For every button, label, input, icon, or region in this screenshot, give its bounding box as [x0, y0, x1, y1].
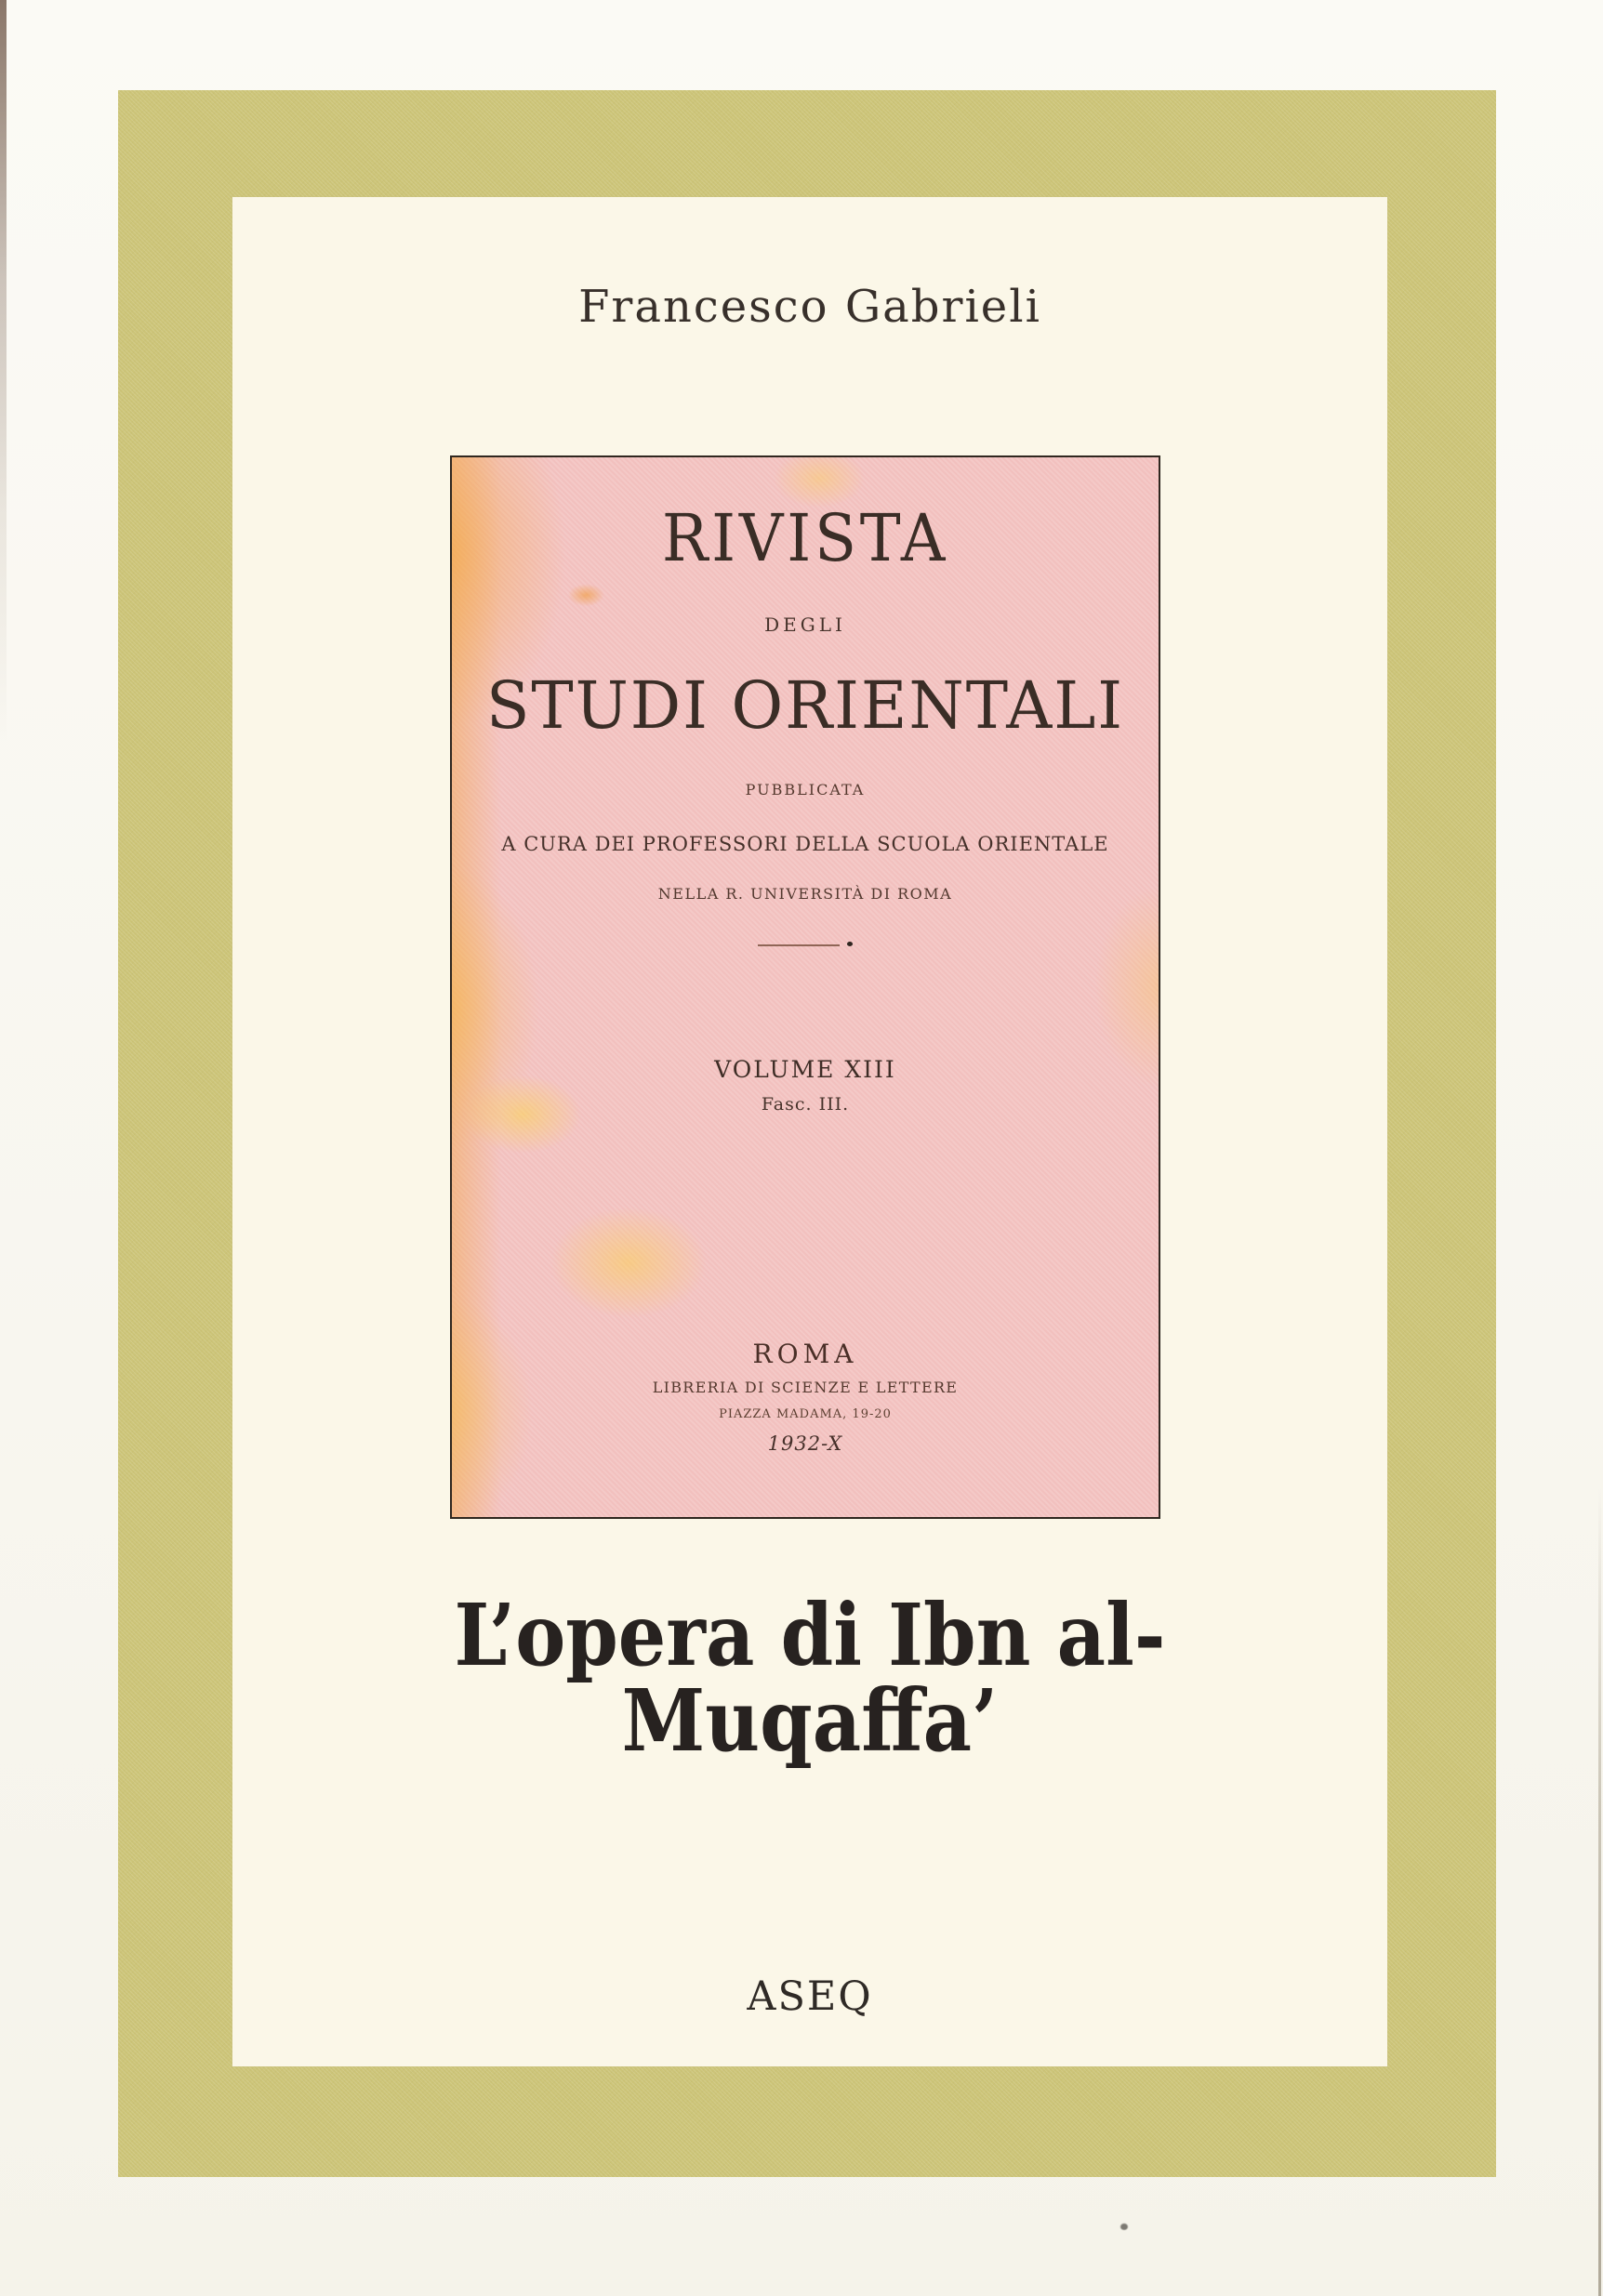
author-name: Francesco Gabrieli [578, 281, 1041, 333]
journal-masthead-line2: DEGLI [764, 614, 846, 636]
cover-inner-panel [232, 197, 1387, 2066]
scan-edge-artifact-left [0, 0, 7, 930]
journal-address-line: PIAZZA MADAMA, 19-20 [719, 1407, 892, 1421]
journal-university-line: NELLA R. UNIVERSITÀ DI ROMA [657, 885, 953, 903]
journal-volume-line: VOLUME XIII [714, 1056, 896, 1083]
journal-fascicle-line: Fasc. III. [761, 1094, 850, 1115]
journal-masthead-line1: RIVISTA [661, 500, 949, 576]
journal-divider-rule [452, 942, 1159, 949]
journal-published-label: PUBBLICATA [745, 781, 866, 798]
scan-edge-artifact-right [1598, 1487, 1601, 2296]
divider-line [758, 944, 840, 946]
publisher-name: ASEQ [747, 1973, 873, 2020]
cover-olive-frame [118, 90, 1496, 2177]
divider-dot [847, 942, 853, 946]
journal-year-line: 1932-X [767, 1432, 843, 1455]
journal-masthead-line3: STUDI ORIENTALI [485, 667, 1125, 744]
journal-city-line: ROMA [752, 1339, 858, 1369]
journal-bookseller-line: LIBRERIA DI SCIENZE E LETTERE [652, 1379, 959, 1396]
journal-cover-inset [450, 455, 1160, 1519]
scan-speck [1120, 2223, 1128, 2230]
journal-editors-line: A CURA DEI PROFESSORI DELLA SCUOLA ORIENTALE [501, 833, 1109, 855]
book-title: L’opera di Ibn al-Muqaffa’ [454, 1585, 1166, 1771]
